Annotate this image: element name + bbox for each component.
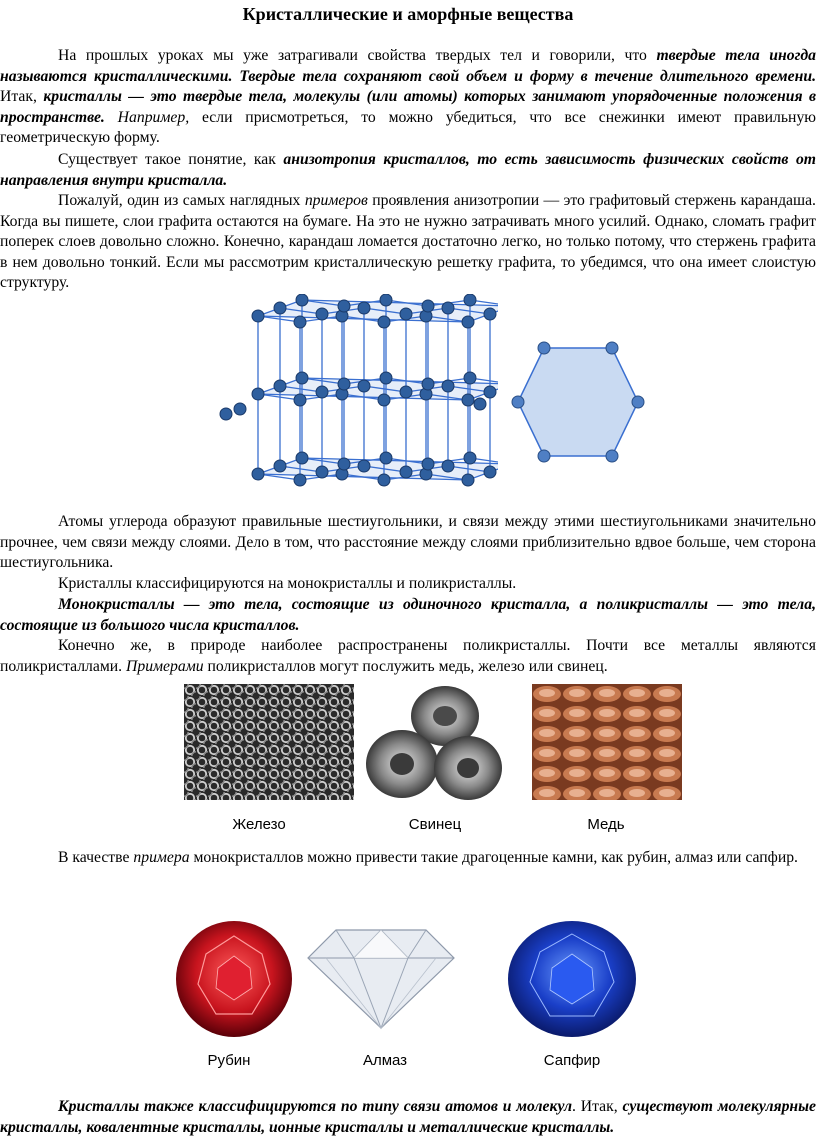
carbon-atom — [378, 394, 390, 406]
page-title: Кристаллические и аморфные вещества — [242, 4, 574, 24]
text: Итак, — [0, 88, 44, 105]
carbon-atom — [358, 380, 370, 392]
caption-sapphire: Сапфир — [543, 1052, 601, 1069]
caption-lead: Свинец — [408, 816, 462, 833]
carbon-atom — [442, 460, 454, 472]
carbon-atom — [400, 386, 412, 398]
graphite-lattice-figure — [218, 294, 498, 512]
text: Существует такое понятие, как — [58, 151, 284, 168]
carbon-atom — [422, 458, 434, 470]
carbon-atom — [338, 378, 350, 390]
carbon-atom — [252, 388, 264, 400]
carbon-atom — [338, 300, 350, 312]
italic-text: Например, — [117, 108, 190, 126]
carbon-atom — [316, 308, 328, 320]
carbon-atom — [464, 372, 476, 384]
iron-image — [184, 684, 354, 800]
carbon-atom — [316, 386, 328, 398]
carbon-atom — [234, 403, 246, 415]
caption-iron: Железо — [232, 816, 286, 833]
carbon-atom — [380, 294, 392, 306]
text — [105, 109, 118, 126]
atom — [606, 450, 618, 462]
carbon-atom — [484, 308, 496, 320]
carbon-atom — [400, 308, 412, 320]
paragraph-3 — [0, 191, 816, 294]
carbon-atom — [252, 468, 264, 480]
carbon-atom — [296, 452, 308, 464]
carbon-atom — [422, 378, 434, 390]
paragraph-8 — [0, 848, 816, 869]
carbon-atom — [274, 460, 286, 472]
emphasis: кристаллы — это твердые тела, молекулы (или атомы) которых занимают упорядоченные положения в пространстве. — [0, 88, 816, 126]
carbon-atom — [442, 380, 454, 392]
carbon-atom — [462, 316, 474, 328]
atom — [632, 396, 644, 408]
atom — [606, 342, 618, 354]
carbon-atom — [274, 302, 286, 314]
atom — [538, 342, 550, 354]
carbon-atom — [274, 380, 286, 392]
carbon-atom — [464, 294, 476, 306]
paragraph-4: Атомы углерода образуют правильные шестиугольники, и связи между этими шестиугольниками значительно прочнее, чем связи между слоями. Дело в том, что расстояние между слоями приблизительно вдвое больше, чем сторона шестиугольника. — [0, 513, 816, 571]
carbon-atom — [358, 302, 370, 314]
caption-copper: Медь — [587, 816, 625, 833]
paragraph-7 — [0, 636, 816, 677]
carbon-atom — [294, 316, 306, 328]
italic-text: Примерами — [126, 657, 204, 675]
atom — [512, 396, 524, 408]
carbon-hexagon — [518, 348, 638, 456]
lead-image — [360, 680, 510, 804]
carbon-atom — [422, 300, 434, 312]
text: Пожалуй, один из самых наглядных — [58, 192, 305, 209]
carbon-atom — [294, 474, 306, 486]
text: проявления анизотропии — это графитовый стержень карандаша. Когда вы пишете, слои графита остаются на бумаге. На это не нужно затрачивать много усилий. Однако, сломать графит поперек слоев довольно сложно. Конечно, карандаш ломается достаточно легко, но только потому, что стержень графита в нем довольно тонкий. Если мы рассмотрим кристаллическую решетку графита, то убедимся, что она имеет слоистую структуру. — [0, 192, 816, 291]
carbon-atom — [296, 372, 308, 384]
text: На прошлых уроках мы уже затрагивали свойства твердых тел и говорили, что — [58, 47, 657, 64]
carbon-atom — [316, 466, 328, 478]
paragraph-2 — [0, 150, 816, 191]
carbon-atom — [378, 316, 390, 328]
carbon-atom — [380, 452, 392, 464]
italic-text: примеров — [304, 192, 368, 209]
text: монокристаллов можно привести такие драгоценные камни, как рубин, алмаз или сапфир. — [189, 849, 798, 866]
caption-diamond: Алмаз — [362, 1052, 408, 1069]
diamond-image — [306, 926, 456, 1030]
carbon-atom — [220, 408, 232, 420]
paragraph-9 — [0, 1097, 816, 1138]
text: В качестве — [58, 849, 134, 866]
carbon-atom — [462, 394, 474, 406]
sapphire-image — [504, 918, 640, 1040]
text: поликристаллов могут послужить медь, железо или свинец. — [203, 657, 608, 675]
ruby-image — [166, 918, 302, 1040]
carbon-atom — [462, 474, 474, 486]
text: Конечно же, в природе наиболее распространены поликристаллы. Почти все металлы являются поликристаллами. — [0, 637, 816, 675]
carbon-atom — [484, 466, 496, 478]
copper-image — [532, 684, 682, 800]
carbon-atom — [380, 372, 392, 384]
caption-ruby: Рубин — [207, 1052, 251, 1069]
atom — [538, 450, 550, 462]
carbon-atom — [294, 394, 306, 406]
paragraph-5: Кристаллы классифицируются на монокристаллы и поликристаллы. — [58, 575, 517, 592]
carbon-atom — [252, 310, 264, 322]
emphasis: твердые тела иногда называются кристаллическими. Твердые тела сохраняют свой объем и форму в течение длительного времени. — [0, 47, 816, 85]
paragraph-1 — [0, 46, 816, 149]
carbon-atom — [378, 474, 390, 486]
text: если присмотреться, то можно убедиться, что все снежинки имеют правильную геометрическую форму. — [0, 108, 816, 146]
italic-text: примера — [133, 849, 190, 866]
carbon-atom — [442, 302, 454, 314]
emphasis: существуют молекулярные кристаллы, ковалентные кристаллы, ионные кристаллы и металлические кристаллы. — [0, 1098, 816, 1136]
carbon-atom — [400, 466, 412, 478]
carbon-atom — [484, 386, 496, 398]
carbon-atom — [338, 458, 350, 470]
emphasis: Кристаллы также классифицируются по типу связи атомов и молекул — [58, 1098, 573, 1115]
text: . Итак, — [572, 1098, 623, 1115]
paragraph-6: Монокристаллы — это тела, состоящие из одиночного кристалла, а поликристаллы — это тела, состоящие из большого числа кристаллов. — [0, 596, 816, 634]
carbon-atom — [358, 460, 370, 472]
carbon-atom — [464, 452, 476, 464]
carbon-atom — [296, 294, 308, 306]
emphasis: анизотропия кристаллов, то есть зависимость физических свойств от направления внутри кристалла. — [0, 151, 816, 189]
carbon-atom — [474, 398, 486, 410]
hexagon-figure — [508, 340, 648, 464]
